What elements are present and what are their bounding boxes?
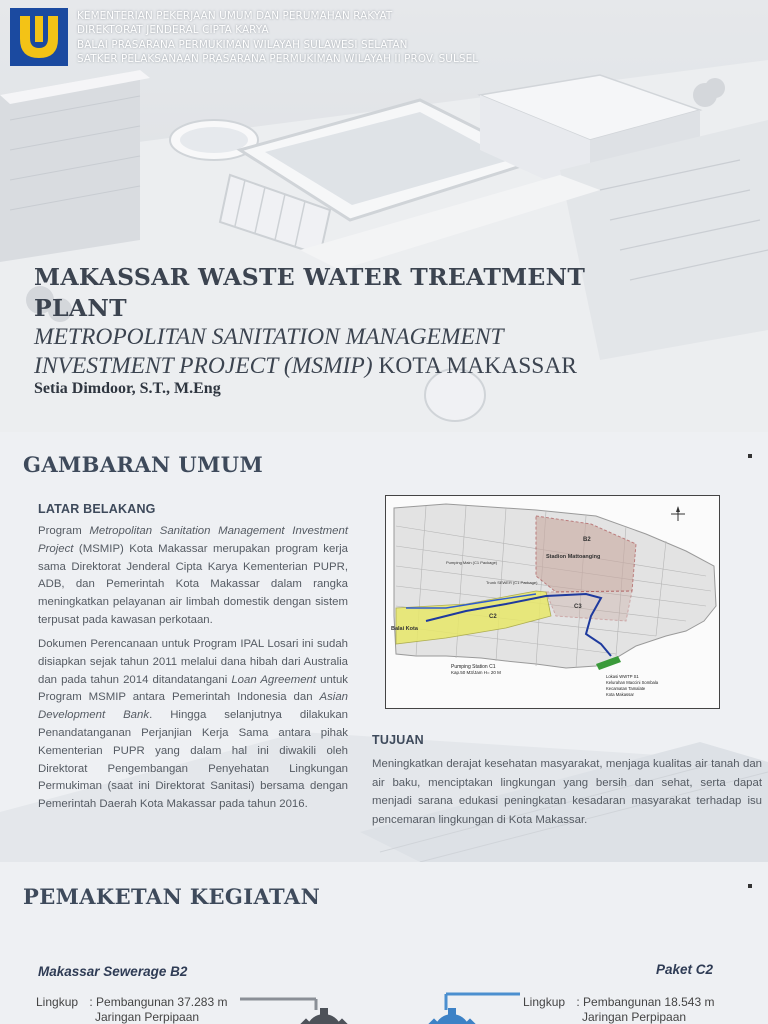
map-label-c2: C2 [489, 614, 497, 620]
scope-label: Lingkup [523, 995, 566, 1009]
map-label-c3: C3 [574, 604, 582, 610]
map-label-station-title: Pumping Station C1 [451, 664, 496, 670]
institution-header [77, 9, 478, 67]
scope-label: Lingkup [36, 995, 79, 1009]
scope-sep: : [576, 995, 580, 1009]
latar-belakang-paragraph-2 [38, 636, 348, 814]
text-run: Program [38, 525, 90, 537]
scope-line: Jaringan Perpipaan [95, 1010, 200, 1024]
package-title-b2: Makassar Sewerage B2 [38, 964, 188, 979]
tujuan-paragraph: Meningkatkan derajat kesehatan masyarakat, menjaga kualitas air tanah dan air baku, menciptakan lingkungan yang bersih dan sehat, serta dapat menjadi sarana edukasi peningkatan kesadaran masyarakat terhadap isu pencemaran lingkungan di Kota Makassar. [372, 758, 762, 826]
header-line: DIREKTORAT JENDERAL CIPTA KARYA [77, 24, 269, 37]
package-title-c2: Paket C2 [656, 962, 714, 977]
map-label-lokasi: Kecamatan Tamalate [606, 686, 646, 691]
author-name: Setia Dimdoor, S.T., M.Eng [34, 380, 221, 397]
section-heading: PEMAKETAN KEGIATAN [23, 884, 321, 909]
latar-belakang-heading: LATAR BELAKANG [38, 502, 156, 516]
italic-term: Metropolitan Sanitation Management Investment Project [38, 525, 348, 555]
corner-mark [748, 884, 752, 888]
pupr-logo [10, 8, 68, 66]
header-line: KEMENTERIAN PEKERJAAN UMUM DAN PERUMAHAN RAKYAT [77, 10, 393, 22]
corner-mark [748, 454, 752, 458]
header-line: SATKER PELAKSANAAN PRASARANA PERMUKIMAN WILAYAH II PROV. SULSEL [77, 53, 479, 66]
scope-line: Pembangunan 18.543 m [583, 995, 715, 1009]
header-line: BALAI PRASARANA PERMUKIMAN WILAYAH SULAWESI SELATAN [77, 38, 408, 51]
subtitle-normal: KOTA MAKASSAR [372, 353, 577, 379]
scope-line: Jaringan Perpipaan [582, 1010, 687, 1024]
pemaketan-section [0, 862, 768, 1024]
map-label-lokasi: Kelurahan Maccini Sombala [606, 680, 659, 685]
text-run: untuk Program MSMIP antara Pemerintah Indonesia dan [38, 673, 348, 704]
map-label-b2: B2 [583, 537, 591, 543]
subtitle-italic: METROPOLITAN SANITATION MANAGEMENT INVESTMENT PROJECT (MSMIP) [34, 324, 504, 379]
project-map [385, 495, 720, 709]
map-drawing [386, 496, 718, 707]
map-label-balai: Balai Kota [391, 626, 418, 632]
map-label-station-spec: Kap.50 M3/Jam H= 20 M [451, 670, 501, 675]
map-label-pumping-main: Pumping Main (C1 Package) [446, 560, 498, 565]
package-scope-b2 [36, 995, 266, 1024]
map-label-trunk: Trunk SEWER (C1 Package) [486, 580, 538, 585]
tujuan-heading: TUJUAN [372, 733, 424, 747]
scope-line: Pembangunan 37.283 m [96, 995, 228, 1009]
italic-term: Loan Agreement [231, 673, 317, 686]
text-run: . Hingga selanjutnya dilakukan Penandatanganan Perjanjian Kerja Sama antara pihak Kementerian PUPR yang dalam hal ini diwakili oleh Direktorat Pengembangan Penyehatan Lingkungan Permukiman (saat ini Direktorat Sanitasi) bersama dengan Pemerintah Daerah Kota Makassar pada tahun 2016. [38, 709, 348, 811]
latar-belakang-paragraph-1 [38, 523, 348, 630]
hero-banner [0, 0, 768, 432]
text-run: (MSMIP) Kota Makassar merupakan program kerja sama Direktorat Jenderal Cipta Karya Kementerian PUPR, ADB, dan Pemerintah Kota Makassar dalam rangka meningkatkan pelayanan air limbah domestik dengan sistem terpusat pada kawasan perkotaan. [38, 542, 348, 626]
gear-icon [292, 1002, 372, 1024]
italic-term: Asian Development Bank [38, 691, 348, 722]
page-title: MAKASSAR WASTE WATER TREATMENT PLANT [34, 263, 586, 322]
map-label-stadion: Stadion Mattoanging [546, 554, 601, 560]
gear-icon [412, 1002, 492, 1024]
map-label-lokasi: Lokasi WWTP S1 [606, 674, 639, 679]
section-heading: GAMBARAN UMUM [23, 452, 264, 477]
scope-sep: : [89, 995, 93, 1009]
package-scope-c2 [523, 995, 753, 1024]
text-run: Dokumen Perencanaan untuk Program IPAL Losari ini sudah disiapkan sejak tahun 2011 melalui dana hibah dari Australia dan pada tahun 2014 ditandatangani [38, 638, 348, 686]
page-subtitle [34, 323, 634, 381]
gambaran-umum-section [0, 432, 768, 862]
map-label-lokasi: Kota Makassar [606, 692, 634, 697]
